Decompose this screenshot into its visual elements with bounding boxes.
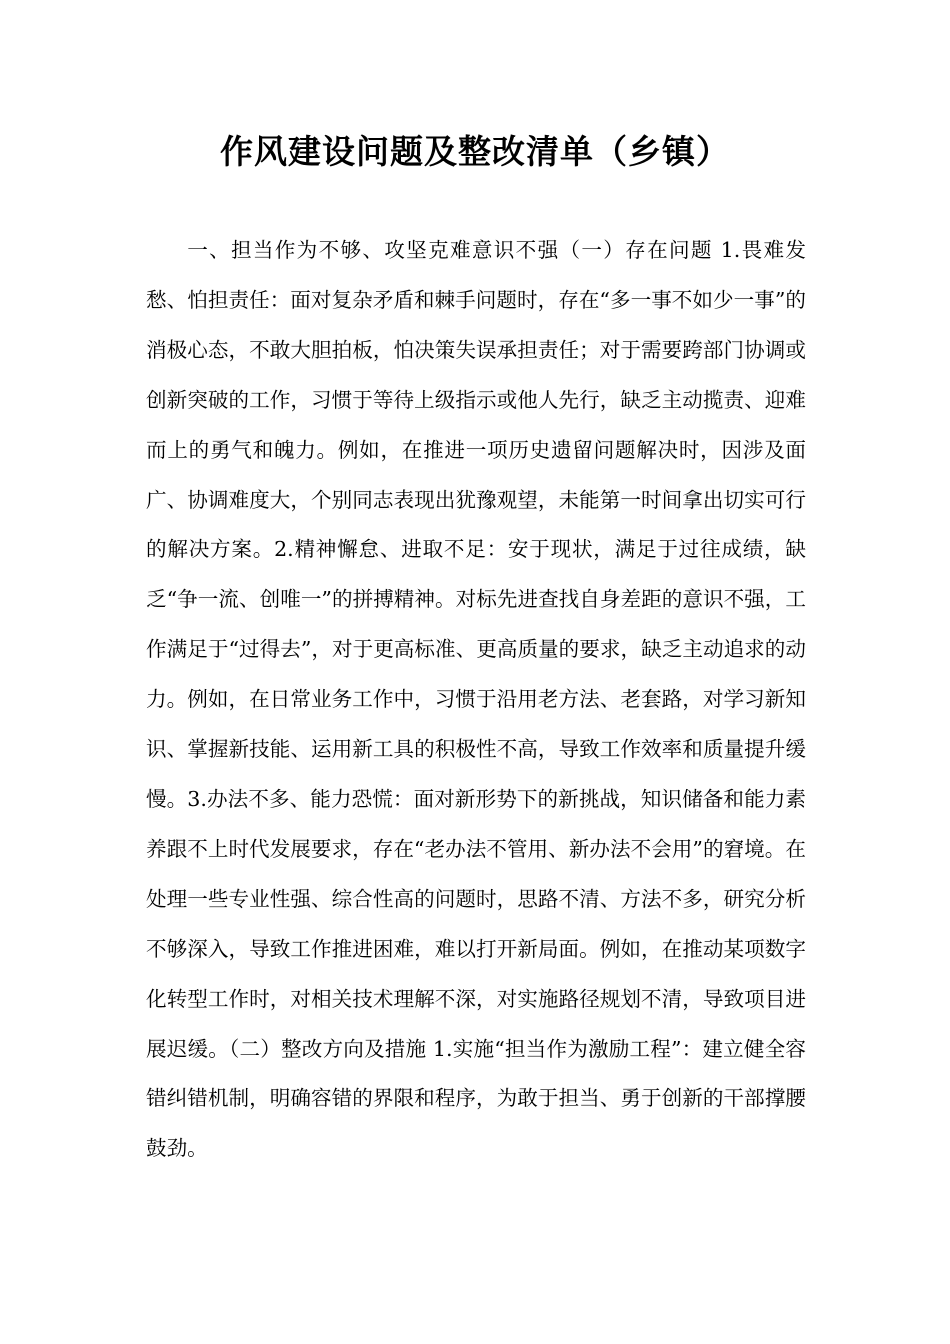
page-title: 作风建设问题及整改清单（乡镇） bbox=[220, 132, 730, 171]
body-paragraph: 一、担当作为不够、攻坚克难意识不强（一）存在问题 1.畏难发愁、怕担责任：面对复杂矛盾和棘手问题时，存在“多一事不如少一事”的消极心态，不敢大胆拍板，怕决策失误承担责任；对于需要跨部门协调或创新突破的工作，习惯于等待上级指示或他人先行，缺乏主动揽责、迎难而上的勇气和魄力。例如，在推进一项历史遗留问题解决时，因涉及面广、协调难度大，个别同志表现出犹豫观望，未能第一时间拿出切实可行的解决方案。2.精神懈怠、进取不足：安于现状，满足于过往成绩，缺乏“争一流、创唯一”的拼搏精神。对标先进查找自身差距的意识不强，工作满足于“过得去”，对于更高标准、更高质量的要求，缺乏主动追求的动力。例如，在日常业务工作中，习惯于沿用老方法、老套路，对学习新知识、掌握新技能、运用新工具的积极性不高，导致工作效率和质量提升缓慢。3.办法不多、能力恐慌：面对新形势下的新挑战，知识储备和能力素养跟不上时代发展要求，存在“老办法不管用、新办法不会用”的窘境。在处理一些专业性强、综合性高的问题时，思路不清、方法不多，研究分析不够深入，导致工作推进困难，难以打开新局面。例如，在推动某项数字化转型工作时，对相关技术理解不深，对实施路径规划不清，导致项目进展迟缓。（二）整改方向及措施 1.实施“担当作为激励工程”：建立健全容错纠错机制，明确容错的界限和程序，为敢于担当、勇于创新的干部撑腰鼓劲。 bbox=[146, 238, 806, 1161]
